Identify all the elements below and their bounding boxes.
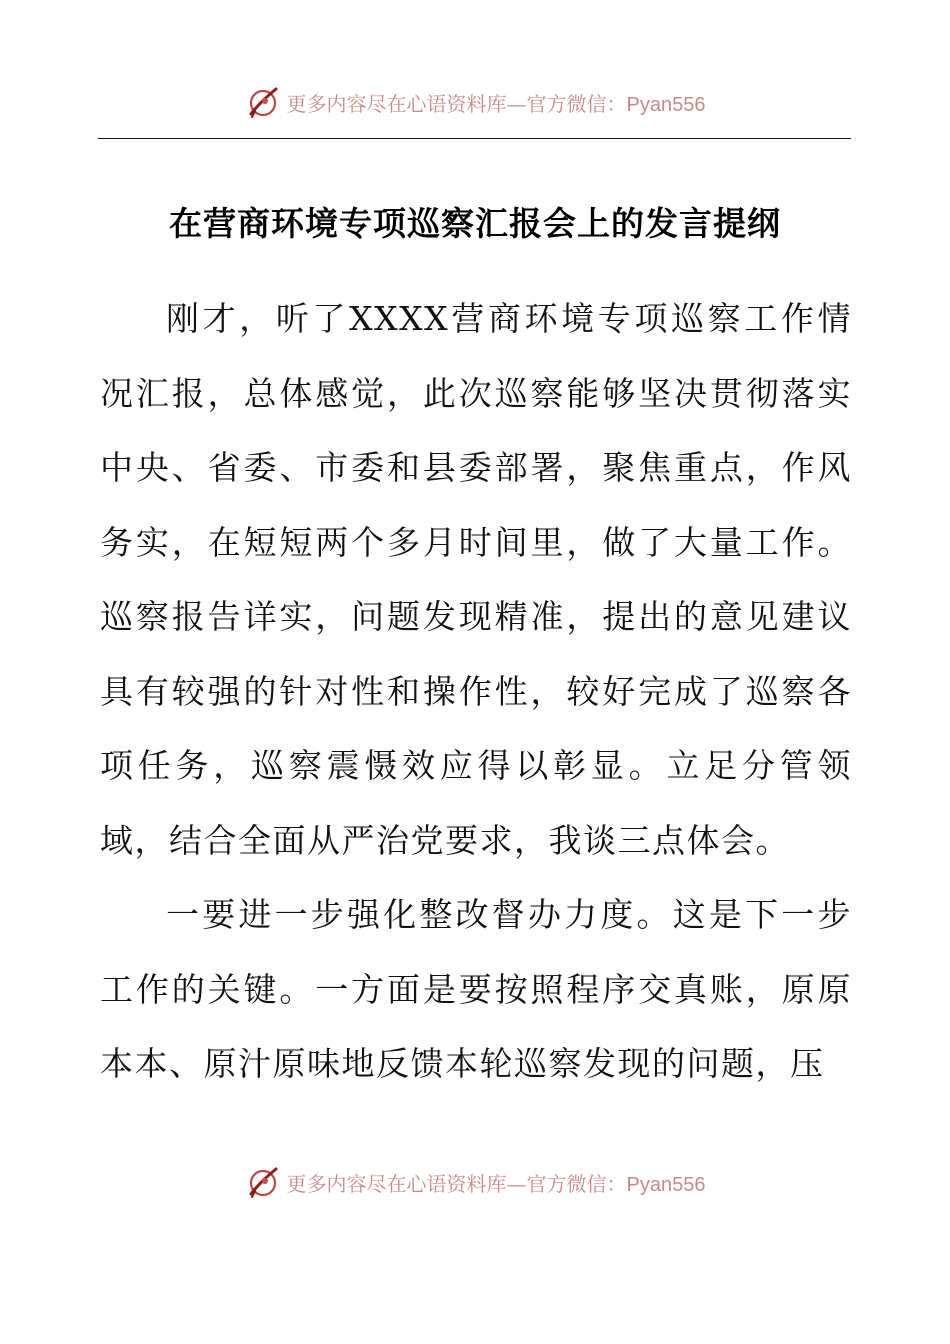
paragraph-2: 一要进一步强化整改督办力度。这是下一步工作的关键。一方面是要按照程序交真账，原原本本、原汁原味地反馈本轮巡察发现的问题，压 (100, 895, 852, 1083)
footer-banner (0, 1160, 950, 1204)
footer-banner-content (245, 1164, 706, 1200)
document-body (100, 282, 852, 1102)
header-banner (0, 80, 950, 124)
paragraph-1: 刚才，听了XXXX营商环境专项巡察工作情况汇报，总体感觉，此次巡察能够坚决贯彻落实中央、省委、市委和县委部署，聚焦重点，作风务实，在短短两个多月时间里，做了大量工作。巡察报告详实，问题发现精准，提出的意见建议具有较强的针对性和操作性，较好完成了巡察各项任务，巡察震慑效应得以彰显。立足分管领域，结合全面从严治党要求，我谈三点体会。 (100, 299, 852, 860)
pen-circle-logo-icon (245, 1164, 281, 1200)
header-divider (98, 138, 851, 139)
footer-banner-text: 更多内容尽在心语资料库—官方微信：Pyan556 (286, 1171, 706, 1196)
header-banner-text: 更多内容尽在心语资料库—官方微信：Pyan556 (286, 91, 706, 116)
pen-circle-logo-icon (245, 84, 281, 120)
header-banner-content (245, 84, 706, 120)
footer-wechat-id: Pyan556 (626, 1173, 706, 1196)
header-wechat-id: Pyan556 (626, 93, 706, 116)
document-title: 在营商环境专项巡察汇报会上的发言提纲 (169, 204, 781, 243)
